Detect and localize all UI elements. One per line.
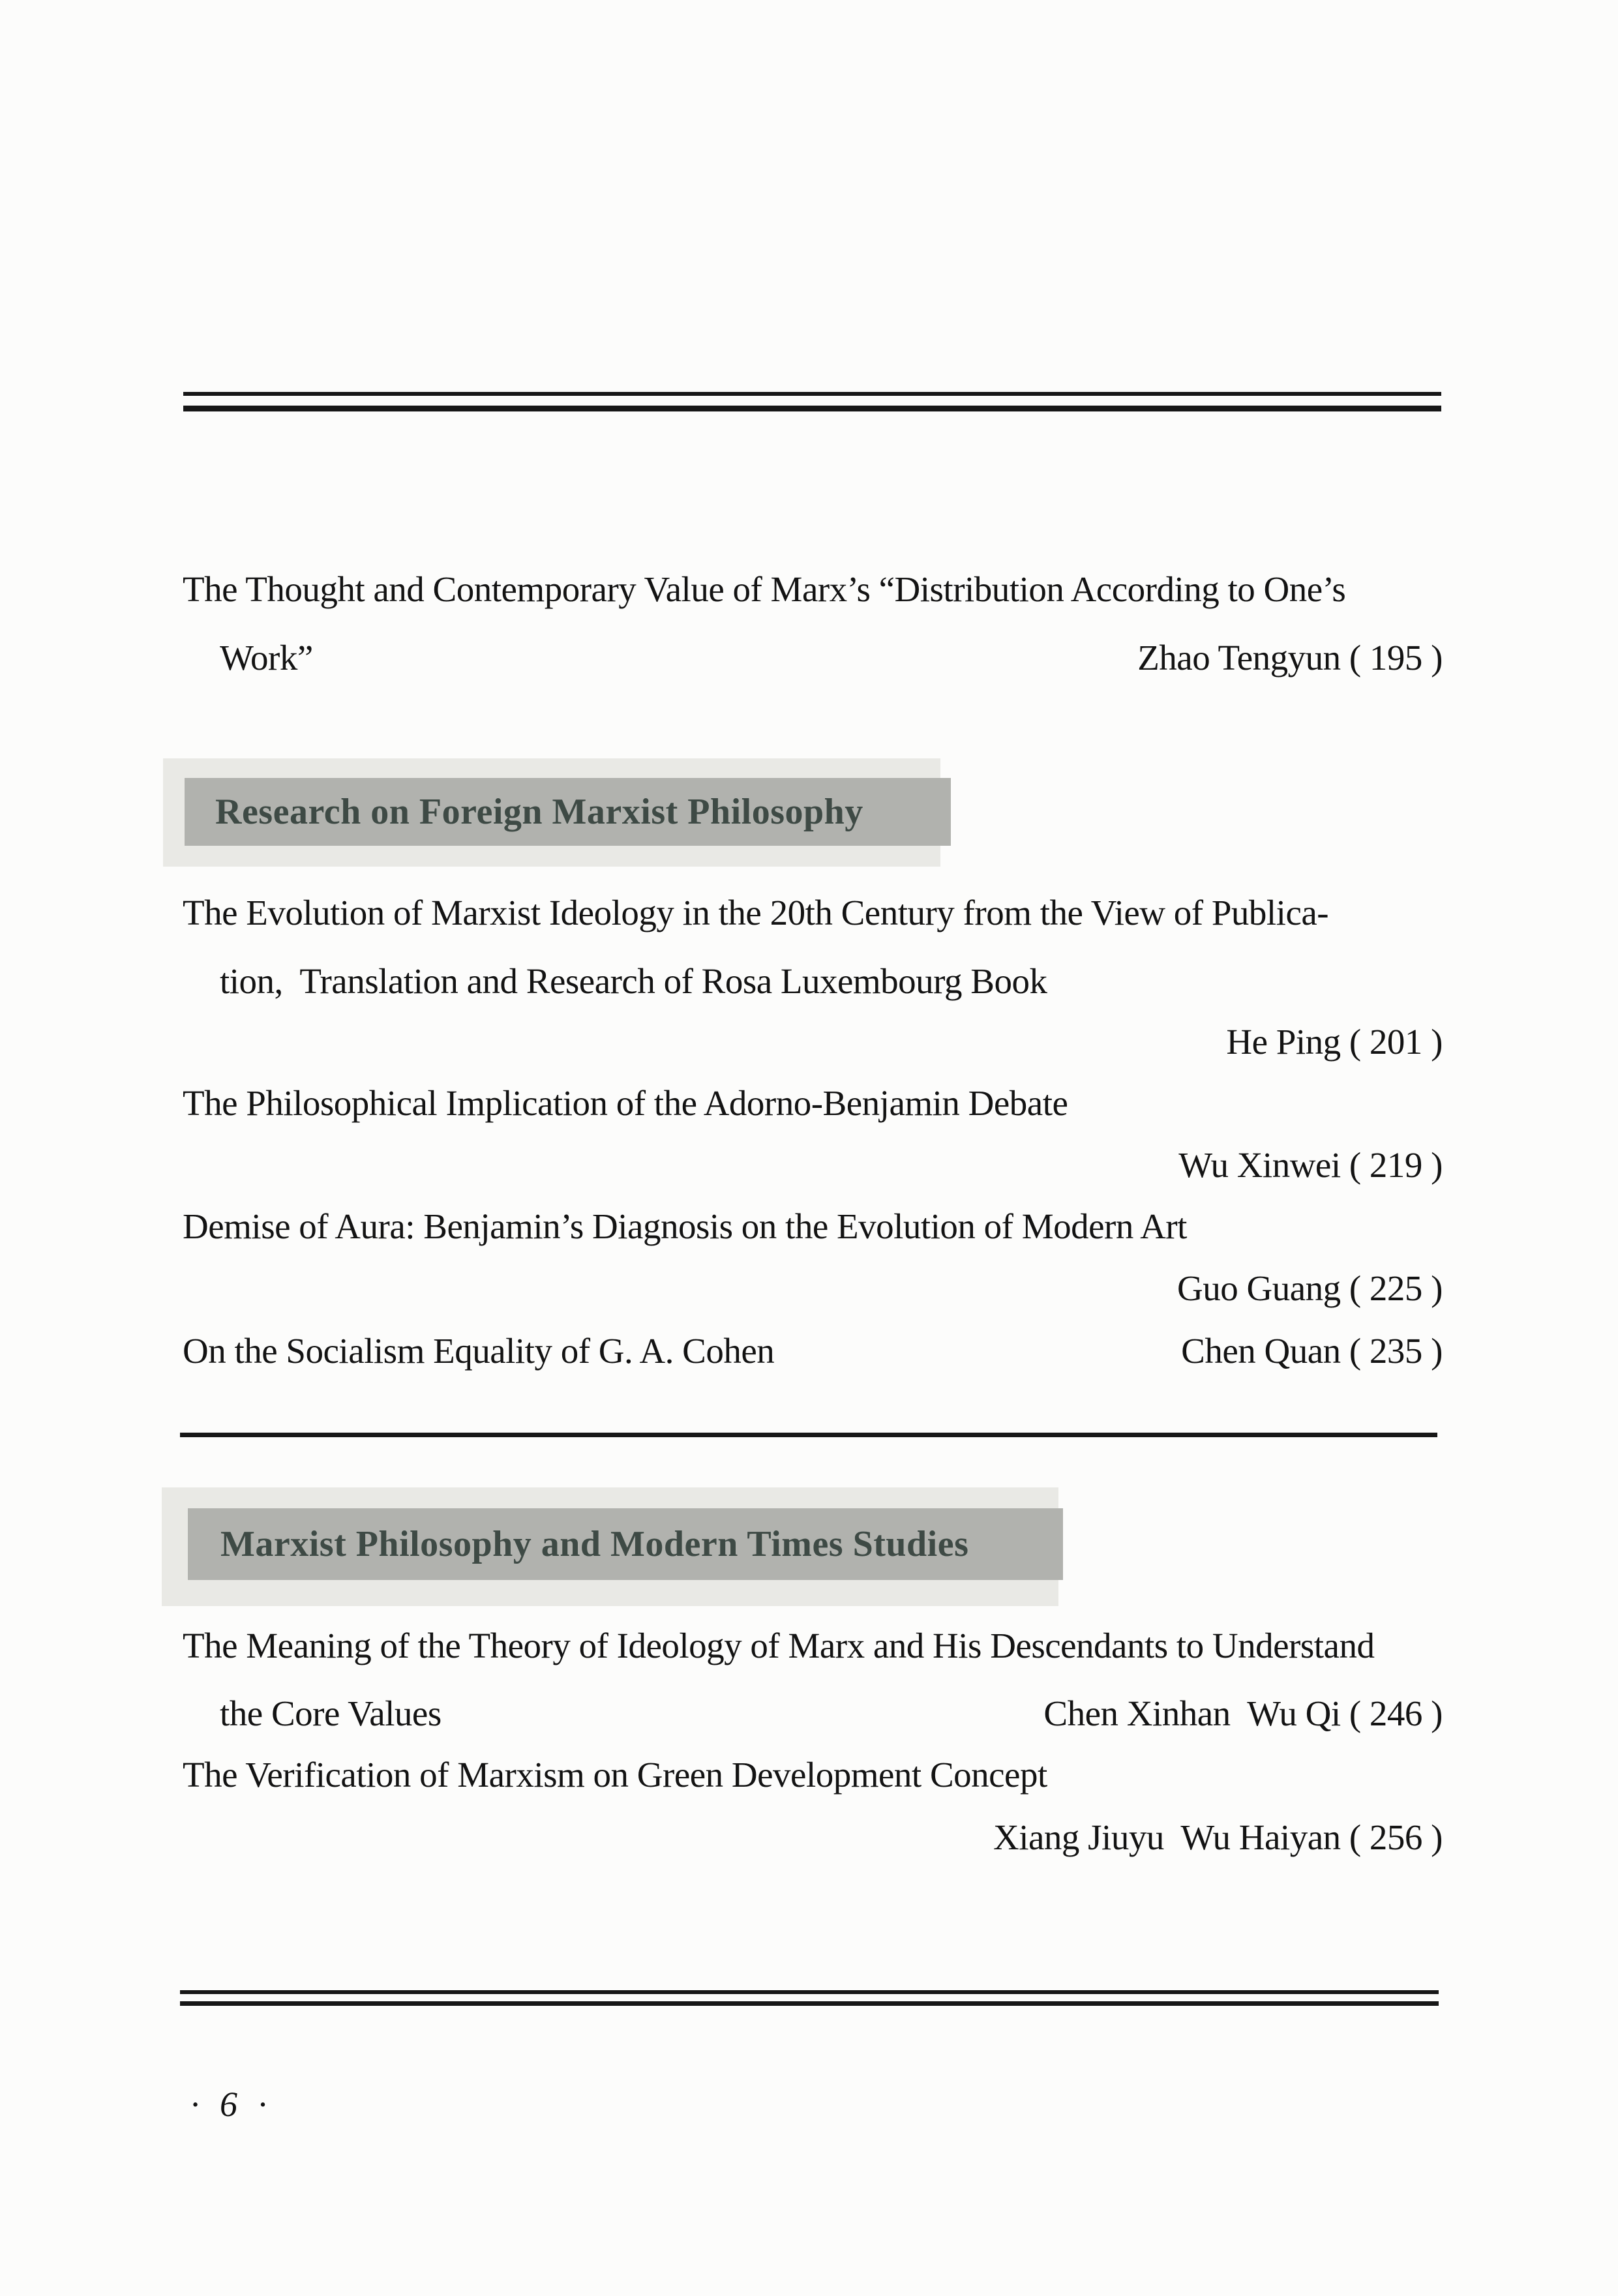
toc-entry-title-line: The Philosophical Implication of the Adorno-Benjamin Debate — [183, 1083, 1068, 1123]
toc-entry-title-line: On the Socialism Equality of G. A. Cohen — [183, 1331, 775, 1371]
toc-entry-author: He Ping ( 201 ) — [1226, 1022, 1443, 1062]
toc-entry-title-line: The Verification of Marxism on Green Development Concept — [183, 1755, 1047, 1795]
section-header-label: Marxist Philosophy and Modern Times Studies — [220, 1524, 969, 1564]
toc-entry-author: Guo Guang ( 225 ) — [1177, 1268, 1443, 1308]
toc-entry-author: Chen Quan ( 235 ) — [1181, 1331, 1443, 1371]
toc-entry-title-line: tion, Translation and Research of Rosa Luxembourg Book — [220, 961, 1047, 1001]
toc-entry-title-line: Work” — [220, 638, 313, 678]
toc-entry-author: Chen Xinhan Wu Qi ( 246 ) — [1043, 1693, 1443, 1733]
toc-entry-title-line: The Evolution of Marxist Ideology in the 20th Century from the View of Publica- — [183, 893, 1329, 932]
section-header-bar — [185, 778, 951, 846]
toc-entry-author: Xiang Jiuyu Wu Haiyan ( 256 ) — [993, 1817, 1443, 1857]
toc-entry-title-line: Demise of Aura: Benjamin’s Diagnosis on the Evolution of Modern Art — [183, 1206, 1187, 1246]
toc-entry-author: Zhao Tengyun ( 195 ) — [1137, 638, 1443, 678]
section-header-bar — [188, 1508, 1063, 1580]
toc-entry-title-line: the Core Values — [220, 1693, 442, 1733]
toc-entry-author: Wu Xinwei ( 219 ) — [1178, 1145, 1443, 1185]
bottom-divider-rule-lower — [180, 2001, 1439, 2006]
bottom-divider-rule-upper — [180, 1990, 1439, 1994]
section-header-halo — [162, 1487, 1058, 1606]
toc-entry-title-line: The Thought and Contemporary Value of Marx’s “Distribution According to One’s — [183, 569, 1346, 609]
page-number: · 6 · — [190, 2085, 273, 2124]
top-divider-rule-lower — [183, 406, 1441, 411]
middle-divider-rule — [180, 1433, 1437, 1437]
toc-entry-title-line: The Meaning of the Theory of Ideology of Marx and His Descendants to Understand — [183, 1626, 1375, 1665]
top-divider-rule-upper — [183, 392, 1441, 396]
section-header-halo — [163, 758, 940, 867]
section-header-label: Research on Foreign Marxist Philosophy — [215, 792, 863, 832]
